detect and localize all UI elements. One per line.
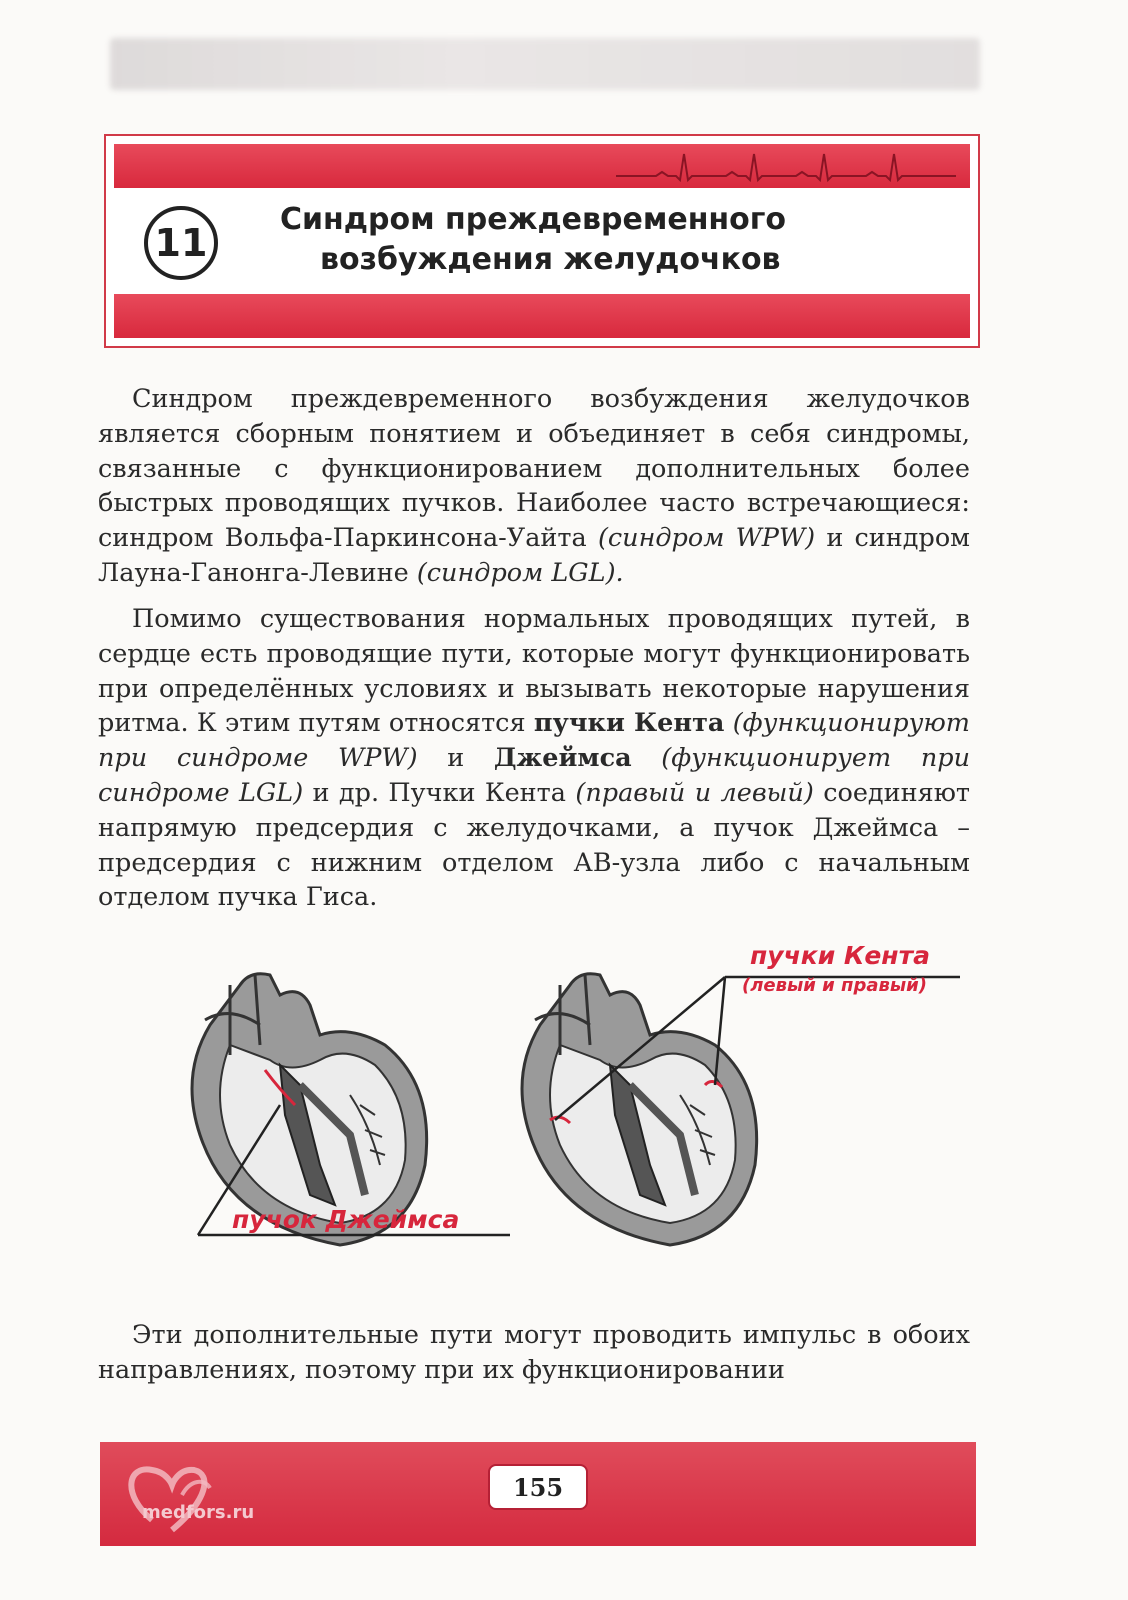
label-kent-sub: (левый и правый) xyxy=(742,975,928,996)
heart-diagrams xyxy=(160,945,960,1285)
chapter-number: 11 xyxy=(144,206,218,280)
label-kent: пучки Кента xyxy=(750,941,930,970)
ecg-wave-icon xyxy=(616,150,956,184)
chapter-title-line1: Синдром преждевременного xyxy=(280,202,787,237)
chapter-header xyxy=(104,134,980,348)
page-footer xyxy=(100,1442,976,1546)
header-band-top xyxy=(114,144,970,188)
page-number: 155 xyxy=(488,1464,588,1510)
bleed-through-text xyxy=(110,38,980,90)
paragraph-1: Синдром преждевременного возбуждения желудочков является сборным понятием и объединяет в себя синдромы, связанные с функционированием дополнительных более быстрых проводящих пучков. Наиболее часто встречающиеся: синдром Вольфа-Паркинсона-Уайта (синдром WPW) и синдром Лауна-Ганонга-Левине (синдром LGL). xyxy=(98,384,971,588)
paragraph-3: Эти дополнительные пути могут проводить импульс в обоих направлениях, поэтому при их функционировании xyxy=(98,1320,970,1385)
paragraph-2: Помимо существования нормальных проводящих путей, в сердце есть проводящие пути, которые могут функционировать при определённых условиях и вызывать некоторые нарушения ритма. К этим путям относятся пучки Кента (функционируют при синдроме WPW) и Джеймса (функционирует при синдроме LGL) и др. Пучки Кента (правый и левый) соединяют напрямую предсердия с желудочками, а пучок Джеймса – предсердия с нижним отделом АВ-узла либо с начальным отделом пучка Гиса. xyxy=(98,604,971,913)
heart-conduction-figure xyxy=(160,941,960,1285)
header-band-bottom xyxy=(114,294,970,338)
logo-text: medfors.ru xyxy=(142,1502,255,1523)
label-james: пучок Джеймса xyxy=(232,1205,460,1234)
chapter-title-line2: возбуждения желудочков xyxy=(320,242,781,277)
heart-logo-icon xyxy=(112,1450,272,1546)
